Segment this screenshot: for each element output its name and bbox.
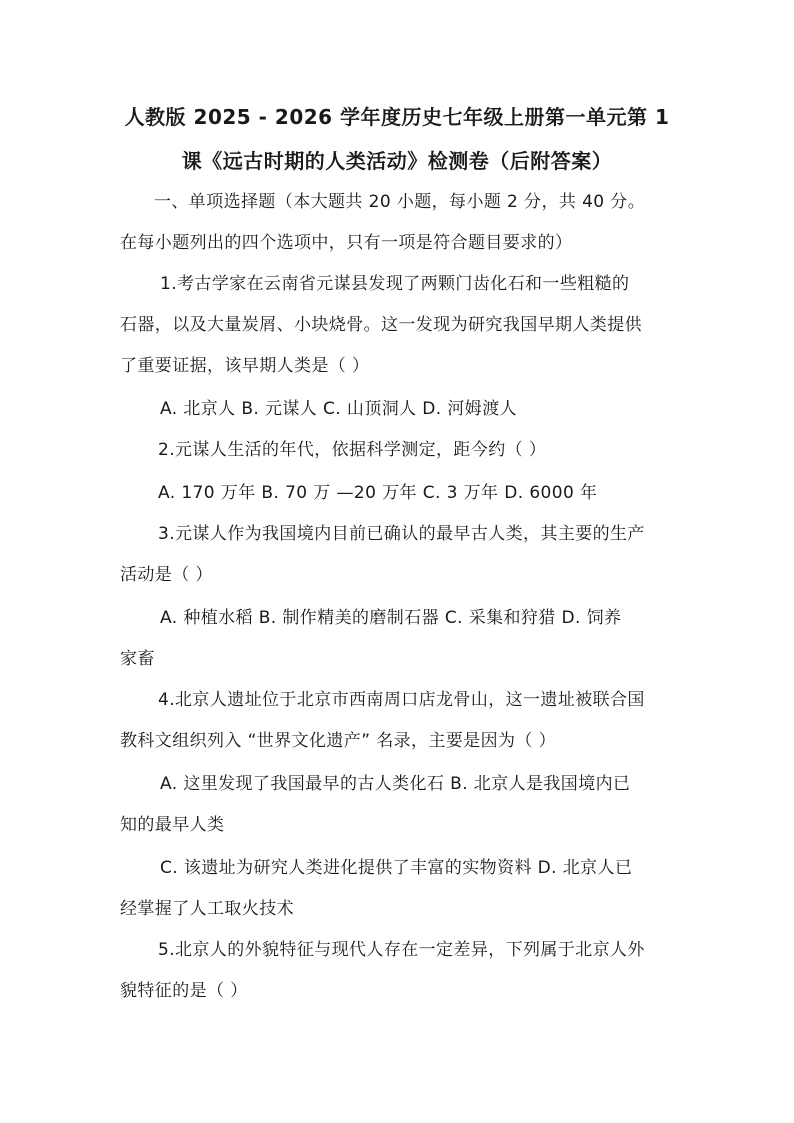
question-1-options: A. 北京人 B. 元谋人 C. 山顶洞人 D. 河姆渡人 xyxy=(160,399,517,419)
question-3-options-line-1: A. 种植水稻 B. 制作精美的磨制石器 C. 采集和狩猎 D. 饲养 xyxy=(160,608,622,628)
question-4-options-line-1: A. 这里发现了我国最早的古人类化石 B. 北京人是我国境内已 xyxy=(160,774,631,794)
document-title-line-1: 人教版 2025 - 2026 学年度历史七年级上册第一单元第 1 xyxy=(124,105,670,129)
question-5-stem-line-2: 貌特征的是（ ） xyxy=(120,981,248,1001)
section-heading-line-1: 一、单项选择题（本大题共 20 小题，每小题 2 分，共 40 分。 xyxy=(154,192,646,212)
question-4-options-line-4: 经掌握了人工取火技术 xyxy=(120,899,294,919)
question-4-stem-line-2: 教科文组织列入 “世界文化遗产” 名录，主要是因为（ ） xyxy=(120,731,557,751)
question-4-stem-line-1: 4.北京人遗址位于北京市西南周口店龙骨山，这一遗址被联合国 xyxy=(158,690,645,710)
question-4-options-line-3: C. 该遗址为研究人类进化提供了丰富的实物资料 D. 北京人已 xyxy=(160,858,633,878)
question-1-stem-line-3: 了重要证据，该早期人类是（ ） xyxy=(120,356,370,376)
question-3-stem-line-1: 3.元谋人作为我国境内目前已确认的最早古人类，其主要的生产 xyxy=(158,524,645,544)
question-1-stem-line-2: 石器，以及大量炭屑、小块烧骨。这一发现为研究我国早期人类提供 xyxy=(120,315,642,335)
document-title-line-2: 课《远古时期的人类活动》检测卷（后附答案） xyxy=(181,149,613,173)
question-5-stem-line-1: 5.北京人的外貌特征与现代人存在一定差异，下列属于北京人外 xyxy=(158,940,645,960)
section-heading-line-2: 在每小题列出的四个选项中，只有一项是符合题目要求的） xyxy=(120,233,573,253)
question-1-stem-line-1: 1.考古学家在云南省元谋县发现了两颗门齿化石和一些粗糙的 xyxy=(160,274,630,294)
question-2-stem-line-1: 2.元谋人生活的年代，依据科学测定，距今约（ ） xyxy=(158,440,547,460)
question-4-options-line-2: 知的最早人类 xyxy=(120,815,225,835)
question-3-options-line-2: 家畜 xyxy=(120,649,155,669)
question-3-stem-line-2: 活动是（ ） xyxy=(120,565,213,585)
question-2-options: A. 170 万年 B. 70 万 —20 万年 C. 3 万年 D. 6000 年 xyxy=(158,483,598,503)
